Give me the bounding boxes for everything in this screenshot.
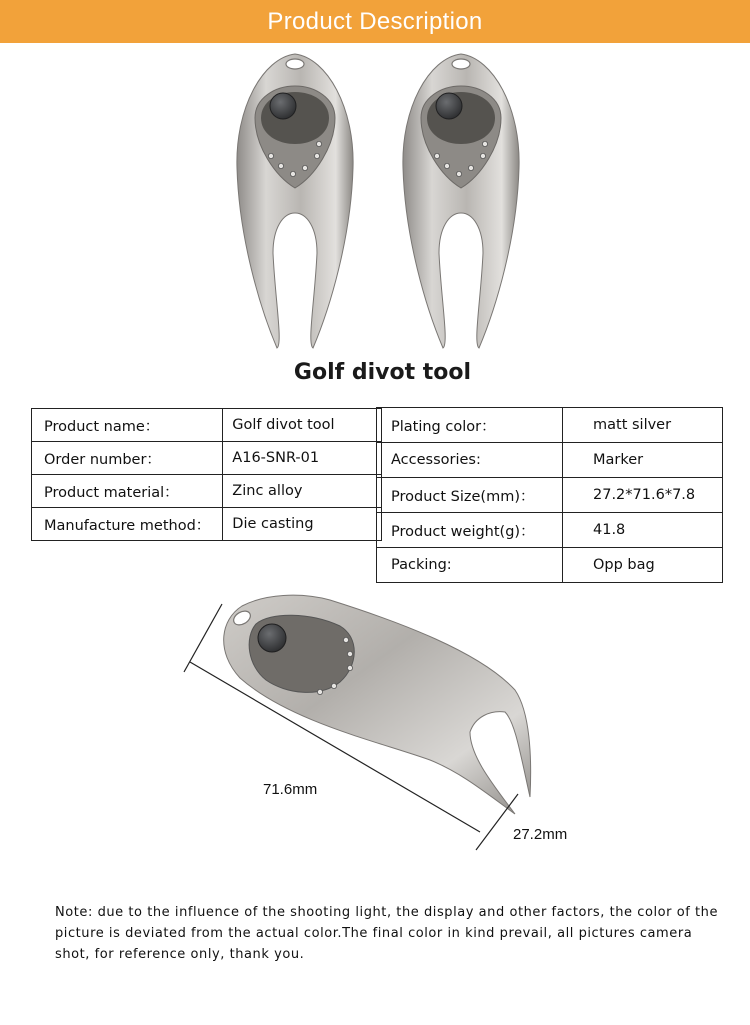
product-photo-dimensions [180, 582, 600, 862]
table-row [377, 513, 723, 548]
spec-key: Accessories: [377, 443, 563, 478]
section-header [0, 0, 750, 43]
table-row [377, 443, 723, 478]
spec-key: Product name： [32, 409, 223, 442]
dimension-line-tip [476, 794, 518, 850]
table-row [377, 478, 723, 513]
table-row [377, 408, 723, 443]
dimension-label-length: 71.6mm [263, 781, 318, 798]
dimension-line-width [184, 604, 222, 672]
section-header-title: Product Description [267, 7, 483, 35]
spec-key: Manufacture method： [32, 508, 223, 541]
product-title: Golf divot tool [293, 360, 472, 385]
spec-value: Die casting [223, 508, 382, 541]
spec-key: Product material： [32, 475, 223, 508]
spec-key: Product Size(mm)： [377, 478, 563, 513]
table-row [32, 508, 382, 541]
spec-key: Order number： [32, 442, 223, 475]
spec-value: Golf divot tool [223, 409, 382, 442]
dimension-label-width: 27.2mm [513, 826, 568, 843]
product-photo-front [225, 48, 535, 358]
spec-value: Marker [563, 443, 723, 478]
spec-table-right [376, 407, 723, 583]
table-row [32, 442, 382, 475]
divot-tool-left [237, 54, 353, 348]
spec-value: A16-SNR-01 [223, 442, 382, 475]
spec-value: Zinc alloy [223, 475, 382, 508]
table-row [32, 475, 382, 508]
table-row [377, 548, 723, 583]
spec-value: matt silver [563, 408, 723, 443]
spec-key: Packing: [377, 548, 563, 583]
spec-key: Product weight(g)： [377, 513, 563, 548]
spec-table-left [31, 408, 382, 541]
spec-value: 41.8 [563, 513, 723, 548]
table-row [32, 409, 382, 442]
divot-tool-right [403, 54, 519, 348]
spec-key: Plating color： [377, 408, 563, 443]
spec-value: Opp bag [563, 548, 723, 583]
disclaimer-note: Note: due to the influence of the shooting light, the display and other factors, the color of the picture is deviated from the actual color.The final color in kind prevail, all pictures camera shot, for reference only, thank you. [55, 905, 719, 962]
spec-value: 27.2*71.6*7.8 [563, 478, 723, 513]
